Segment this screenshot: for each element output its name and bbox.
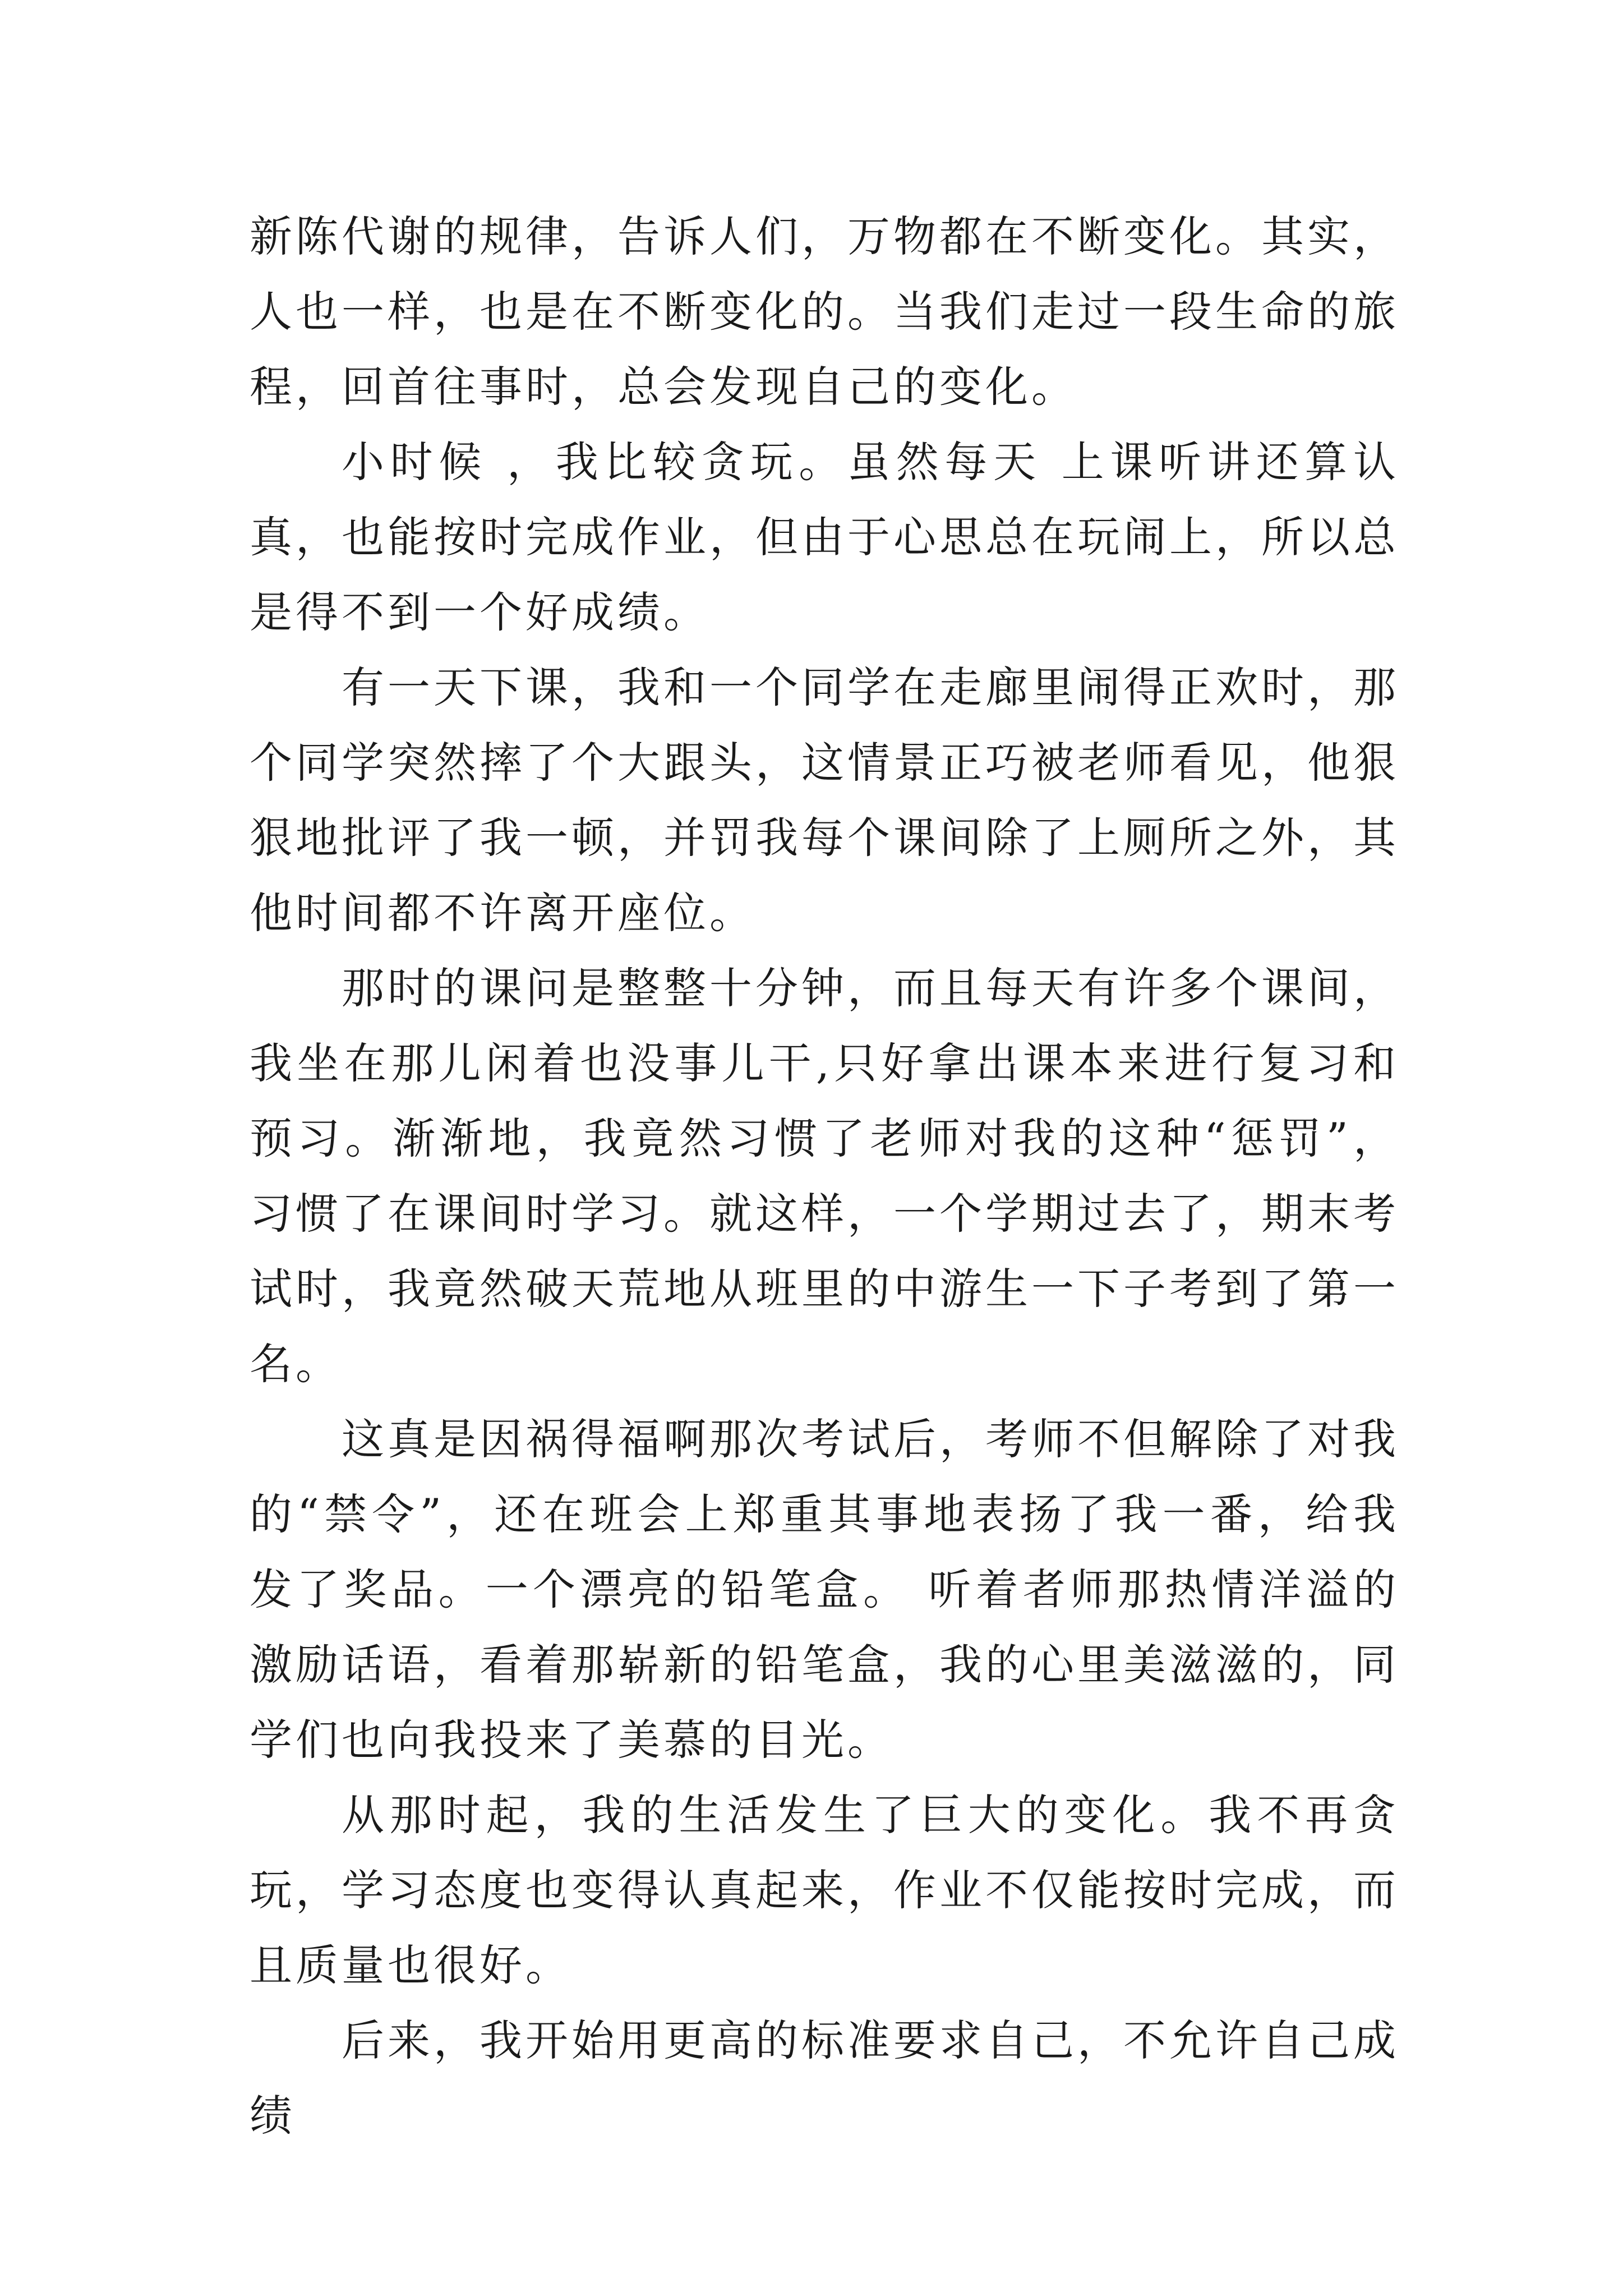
paragraph-2: 小时候 ，我比较贪玩。虽然每天 上课听讲还算认真，也能按时完成作业，但由于心思总在玩闹上，所以总是得不到一个好成绩。	[250, 437, 1399, 637]
paragraph-4: 那时的课问是整整十分钟，而且每天有许多个课间，我坐在那儿闲着也没事儿干,只好拿出课本来进行复习和预习。渐渐地，我竟然习惯了老师对我的这种“惩罚”，习惯了在课间时学习。就这样，一个学期过去了，期末考试时，我竟然破天荒地从班里的中游生一下子考到了第一名。	[250, 963, 1399, 1389]
paragraph-1: 新陈代谢的规律，告诉人们，万物都在不断变化。其实，人也一样，也是在不断变化的。当我们走过一段生命的旅程，回首往事时，总会发现自己的变化。	[250, 211, 1399, 412]
paragraph-7: 后来，我开始用更高的标准要求自己，不允许自己成绩	[250, 2016, 1399, 2141]
body-text	[250, 199, 1399, 2154]
paragraph-5: 这真是因祸得福啊那次考试后，考师不但解除了对我的“禁令”，还在班会上郑重其事地表扬了我一番，给我发了奖品。一个漂亮的铅笔盒。 听着者师那热情洋溢的激励话语，看着那崭新的铅笔盒，我的心里美滋滋的，同学们也向我投来了美慕的目光。	[250, 1414, 1399, 1765]
paragraph-3: 有一天下课，我和一个同学在走廊里闹得正欢时，那个同学突然摔了个大跟头，这情景正巧被老师看见，他狠狠地批评了我一顿，并罚我每个课间除了上厕所之外，其他时间都不许离开座位。	[250, 662, 1399, 938]
paragraph-6: 从那时起，我的生活发生了巨大的变化。我不再贪玩，学习态度也变得认真起来，作业不仅能按时完成，而且质量也很好。	[250, 1790, 1399, 1990]
